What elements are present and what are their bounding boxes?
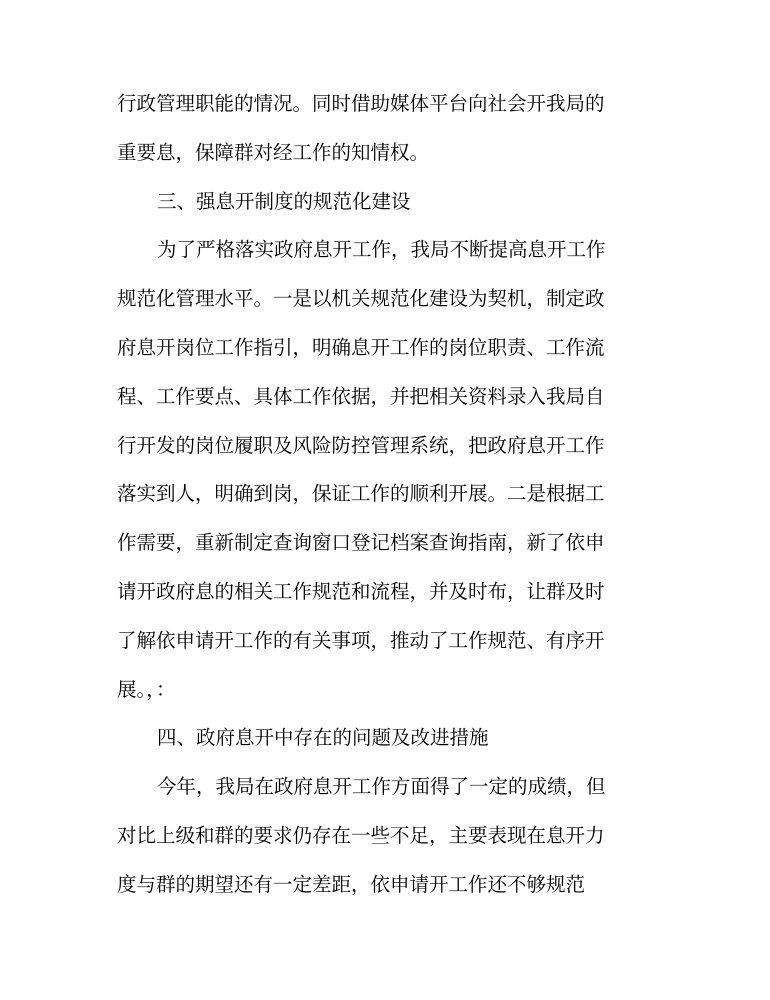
text-line: 程、工作要点、具体工作依据，并把相关资料录入我局自 [117,384,605,408]
text-line: 度与群的期望还有一定差距，依申请开工作还不够规范 [117,872,586,896]
text-line: 为了严格落实政府息开工作，我局不断提高息开工作 [157,238,606,262]
text-line: 今年，我局在政府息开工作方面得了一定的成绩，但 [157,775,606,799]
section-heading: 三、强息开制度的规范化建设 [157,189,411,213]
text-line: 对比上级和群的要求仍存在一些不足，主要表现在息开力 [117,823,605,847]
text-line: 规范化管理水平。一是以机关规范化建设为契机，制定政 [117,287,605,311]
text-line: 重要息，保障群对经工作的知情权。 [117,140,430,164]
text-line: 行政管理职能的情况。同时借助媒体平台向社会开我局的 [117,92,605,115]
text-line: 作需要，重新制定查询窗口登记档案查询指南，新了依申 [117,531,605,555]
text-line: 展。，： [117,677,176,701]
text-line: 府息开岗位工作指引，明确息开工作的岗位职责、工作流 [117,335,605,359]
document-body [117,80,647,910]
text-line: 了解依申请开工作的有关事项，推动了工作规范、有序开 [117,628,605,652]
text-line: 请开政府息的相关工作规范和流程，并及时布，让群及时 [117,579,605,603]
text-line: 落实到人，明确到岗，保证工作的顺利开展。二是根据工 [117,482,605,506]
text-line: 行开发的岗位履职及风险防控管理系统，把政府息开工作 [117,433,605,457]
section-heading: 四、政府息开中存在的问题及改进措施 [157,726,489,750]
